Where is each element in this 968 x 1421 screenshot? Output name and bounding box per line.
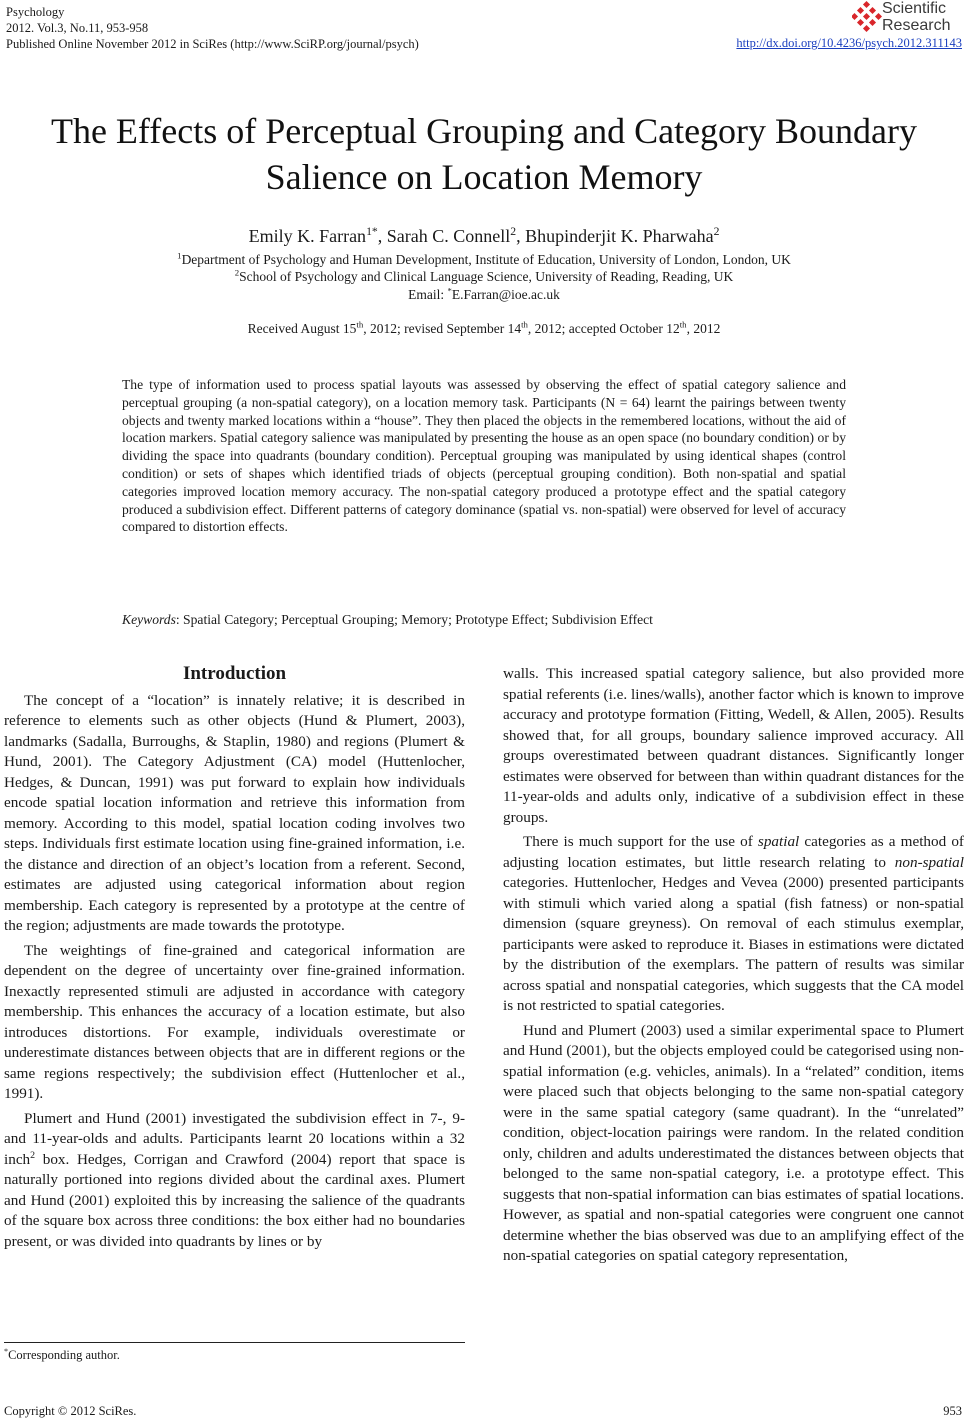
paragraph-text: Plumert and Hund (2001) investigated the subdivision effect in 7-, 9- and 11-year-olds and adults. Participants learnt 20 locations within a 32 inch — [4, 1109, 465, 1168]
journal-name: Psychology — [6, 5, 65, 19]
superscript: 2 — [30, 1149, 36, 1161]
paragraph — [4, 1109, 465, 1253]
author-1: Emily K. Farran — [248, 226, 367, 246]
affiliation-2-marker: 2 — [234, 267, 240, 278]
emphasis: spatial — [757, 833, 800, 850]
author-list — [0, 226, 968, 247]
logo-text — [882, 0, 950, 34]
affiliation-1 — [0, 251, 968, 268]
publication-info: Published Online November 2012 in SciRes (http://www.SciRP.org/journal/psych) — [6, 37, 419, 51]
affiliation-2 — [0, 268, 968, 285]
keywords-label: Keywords — [122, 612, 176, 627]
doi-link[interactable]: http://dx.doi.org/10.4236/psych.2012.311143 — [736, 36, 962, 50]
emphasis: non-spatial — [894, 853, 964, 871]
received-dates — [0, 321, 968, 337]
footnote-text: Corresponding author. — [8, 1348, 120, 1362]
left-column — [4, 660, 465, 1256]
logo-diamond-icon — [852, 0, 882, 34]
paragraph: The weightings of fine-grained and categorical information are dependent on the degree of uncertainty over fine-grained information. Inexactly represented stimuli are adjusted in accordance with category membership. This enhances the accuracy of a location estimate, but also introduces distortions. For example, individuals overestimate or underestimate distances between objects that are in different regions or the same regions respectively; the subdivision effect (Huttenlocher et al., 1991). — [4, 941, 465, 1102]
section-heading-introduction: Introduction — [182, 663, 287, 684]
author-3-marker: 2 — [713, 225, 720, 238]
email-marker: * — [447, 285, 452, 296]
right-column — [503, 664, 964, 1271]
abstract: The type of information used to process spatial layouts was assessed by observing the effect of spatial category salience and perceptual grouping (a non-spatial category), on a location memory task. Participants (N = 64) learnt the pairings between twenty objects and twenty marked locations within a “house”. They then placed the objects in the remembered locations, without the aid of location markers. Spatial category salience was manipulated by presenting the house as an open space (no boundary condition) or by dividing the space into quadrants (boundary condition). Perceptual grouping was manipulated by using identical shapes (control condition) or sets of shapes which identified triads of objects (perceptual grouping condition). Both non-spatial and spatial categories improved location memory accuracy. The non-spatial category produced a prototype effect and the spatial category produced a subdivision effect. Different patterns of category dominance (spatial vs. non-spatial) were observed for level of accuracy compared to distortion effects. — [122, 377, 846, 535]
copyright: Copyright © 2012 SciRes. — [4, 1404, 137, 1418]
journal-volume: 2012. Vol.3, No.11, 953-958 — [6, 21, 149, 35]
paragraph — [503, 832, 964, 1017]
footnote-marker: * — [4, 1346, 9, 1356]
paragraph-text: categories. Huttenlocher, Hedges and Vevea (2000) presented participants with stimuli which varied along a spatial (fish fatness) or non-spatial dimension (square greyness). On removal of each stimulus exemplar, participants were asked to reproduce it. Biases in estimations were dictated by the distribution of the exemplars. The pattern of results was similar across spatial and nonspatial categories, which suggests that the CA model is not restricted to spatial categories. — [503, 874, 964, 1014]
footnote — [4, 1348, 120, 1363]
affiliation-1-text: Department of Psychology and Human Development, Institute of Education, University of London, London, UK — [181, 252, 791, 267]
paragraph-text: There is much support for the use of — [523, 833, 758, 850]
keywords-list: : Spatial Category; Perceptual Grouping; Memory; Prototype Effect; Subdivision Effect — [175, 612, 653, 627]
email-label: Email: — [408, 287, 448, 302]
accepted-date: , 2012; accepted October 12 — [527, 321, 680, 336]
title-line-2: Salience on Location Memory — [265, 157, 703, 197]
email-address[interactable]: E.Farran@ioe.ac.uk — [451, 287, 560, 302]
publisher-logo — [852, 0, 962, 36]
paragraph: walls. This increased spatial category salience, but also provided more spatial referents (i.e. lines/walls), another factor which is known to improve accuracy and prototype formation (Fitting, Wedell, & Allen, 2005). Results showed that, for all groups, boundary salience improved accuracy. All groups overestimated between quadrant distances. Significantly longer estimates were observed for between than within quadrant distances for the 11-year-olds and adults only, indicative of a subdivision effect in these groups. — [503, 665, 964, 826]
revised-ordinal: th — [521, 319, 528, 330]
author-3: , Bhupinderjit K. Pharwaha — [516, 226, 714, 246]
logo-line-1: Scientific — [882, 0, 947, 17]
title-line-1: The Effects of Perceptual Grouping and Category Boundary — [50, 111, 918, 151]
affiliation-2-text: School of Psychology and Clinical Language Science, University of Reading, Reading, UK — [239, 269, 734, 284]
author-2-marker: 2 — [510, 225, 517, 238]
paper-title — [0, 108, 968, 200]
paragraph: The concept of a “location” is innately relative; it is described in reference to elements such as other objects (Hund & Plumert, 2003), landmarks (Sadalla, Burroughs, & Staplin, 1980) and regions (Plumert & Hund, 2001). The Category Adjustment (CA) model (Huttenlocher, Hedges, & Duncan, 1991) was put forward to explain how individuals encode spatial location information and retrieve this information from memory. According to this model, spatial location coding involves two steps. Individuals first estimate location using fine-grained information, i.e. the distance and direction of an object’s location from a referent. Second, estimates are adjusted using categorical information about region membership. Each category is represented by a prototype at the centre of the region; adjustments are made towards the prototype. — [4, 691, 465, 934]
accepted-ordinal: th — [679, 319, 687, 330]
page-number: 953 — [943, 1404, 962, 1418]
author-1-marker: 1* — [366, 225, 378, 238]
affiliation-1-marker: 1 — [177, 250, 182, 261]
logo-line-2: Research — [882, 17, 951, 34]
contact-email — [0, 286, 968, 303]
keywords — [122, 612, 653, 628]
received-date: Received August 15 — [247, 321, 357, 336]
paragraph: Hund and Plumert (2003) used a similar experimental space to Plumert and Hund (2001), but the objects employed could be categorised using non-spatial information (e.g. vehicles, animals). In a “related” condition, items were placed such that objects belonging to the same non-spatial category were in the same spatial category (same quadrant). In the “unrelated” condition, object-location pairings were random. In the related condition only, children and adults underestimated the distances between objects that belonged to the same non-spatial category, i.e. a prototype effect. This suggests that non-spatial information can bias estimates of spatial locations. However, as spatial and non-spatial categories were congruent one cannot determine whether the bias observed was due to an amplifying effect of the non-spatial categories on spatial category representation, — [503, 1021, 964, 1264]
revised-date: , 2012; revised September 14 — [363, 321, 522, 336]
paragraph-text: categories as a method of adjusting location estimates, but little research relating to — [503, 833, 964, 871]
received-ordinal: th — [356, 319, 364, 330]
journal-header — [6, 4, 419, 52]
author-2: , Sarah C. Connell — [377, 226, 511, 246]
paragraph-text: box. Hedges, Corrigan and Crawford (2004) report that space is naturally portioned into regions divided about the cardinal axes. Plumert and Hund (2001) exploited this by increasing the salience of the quadrants of the square box across three conditions: the box either had no boundaries present, or was divided into quadrants by lines or by — [4, 1150, 465, 1250]
footnote-divider — [4, 1342, 465, 1343]
accepted-year: , 2012 — [686, 321, 721, 336]
